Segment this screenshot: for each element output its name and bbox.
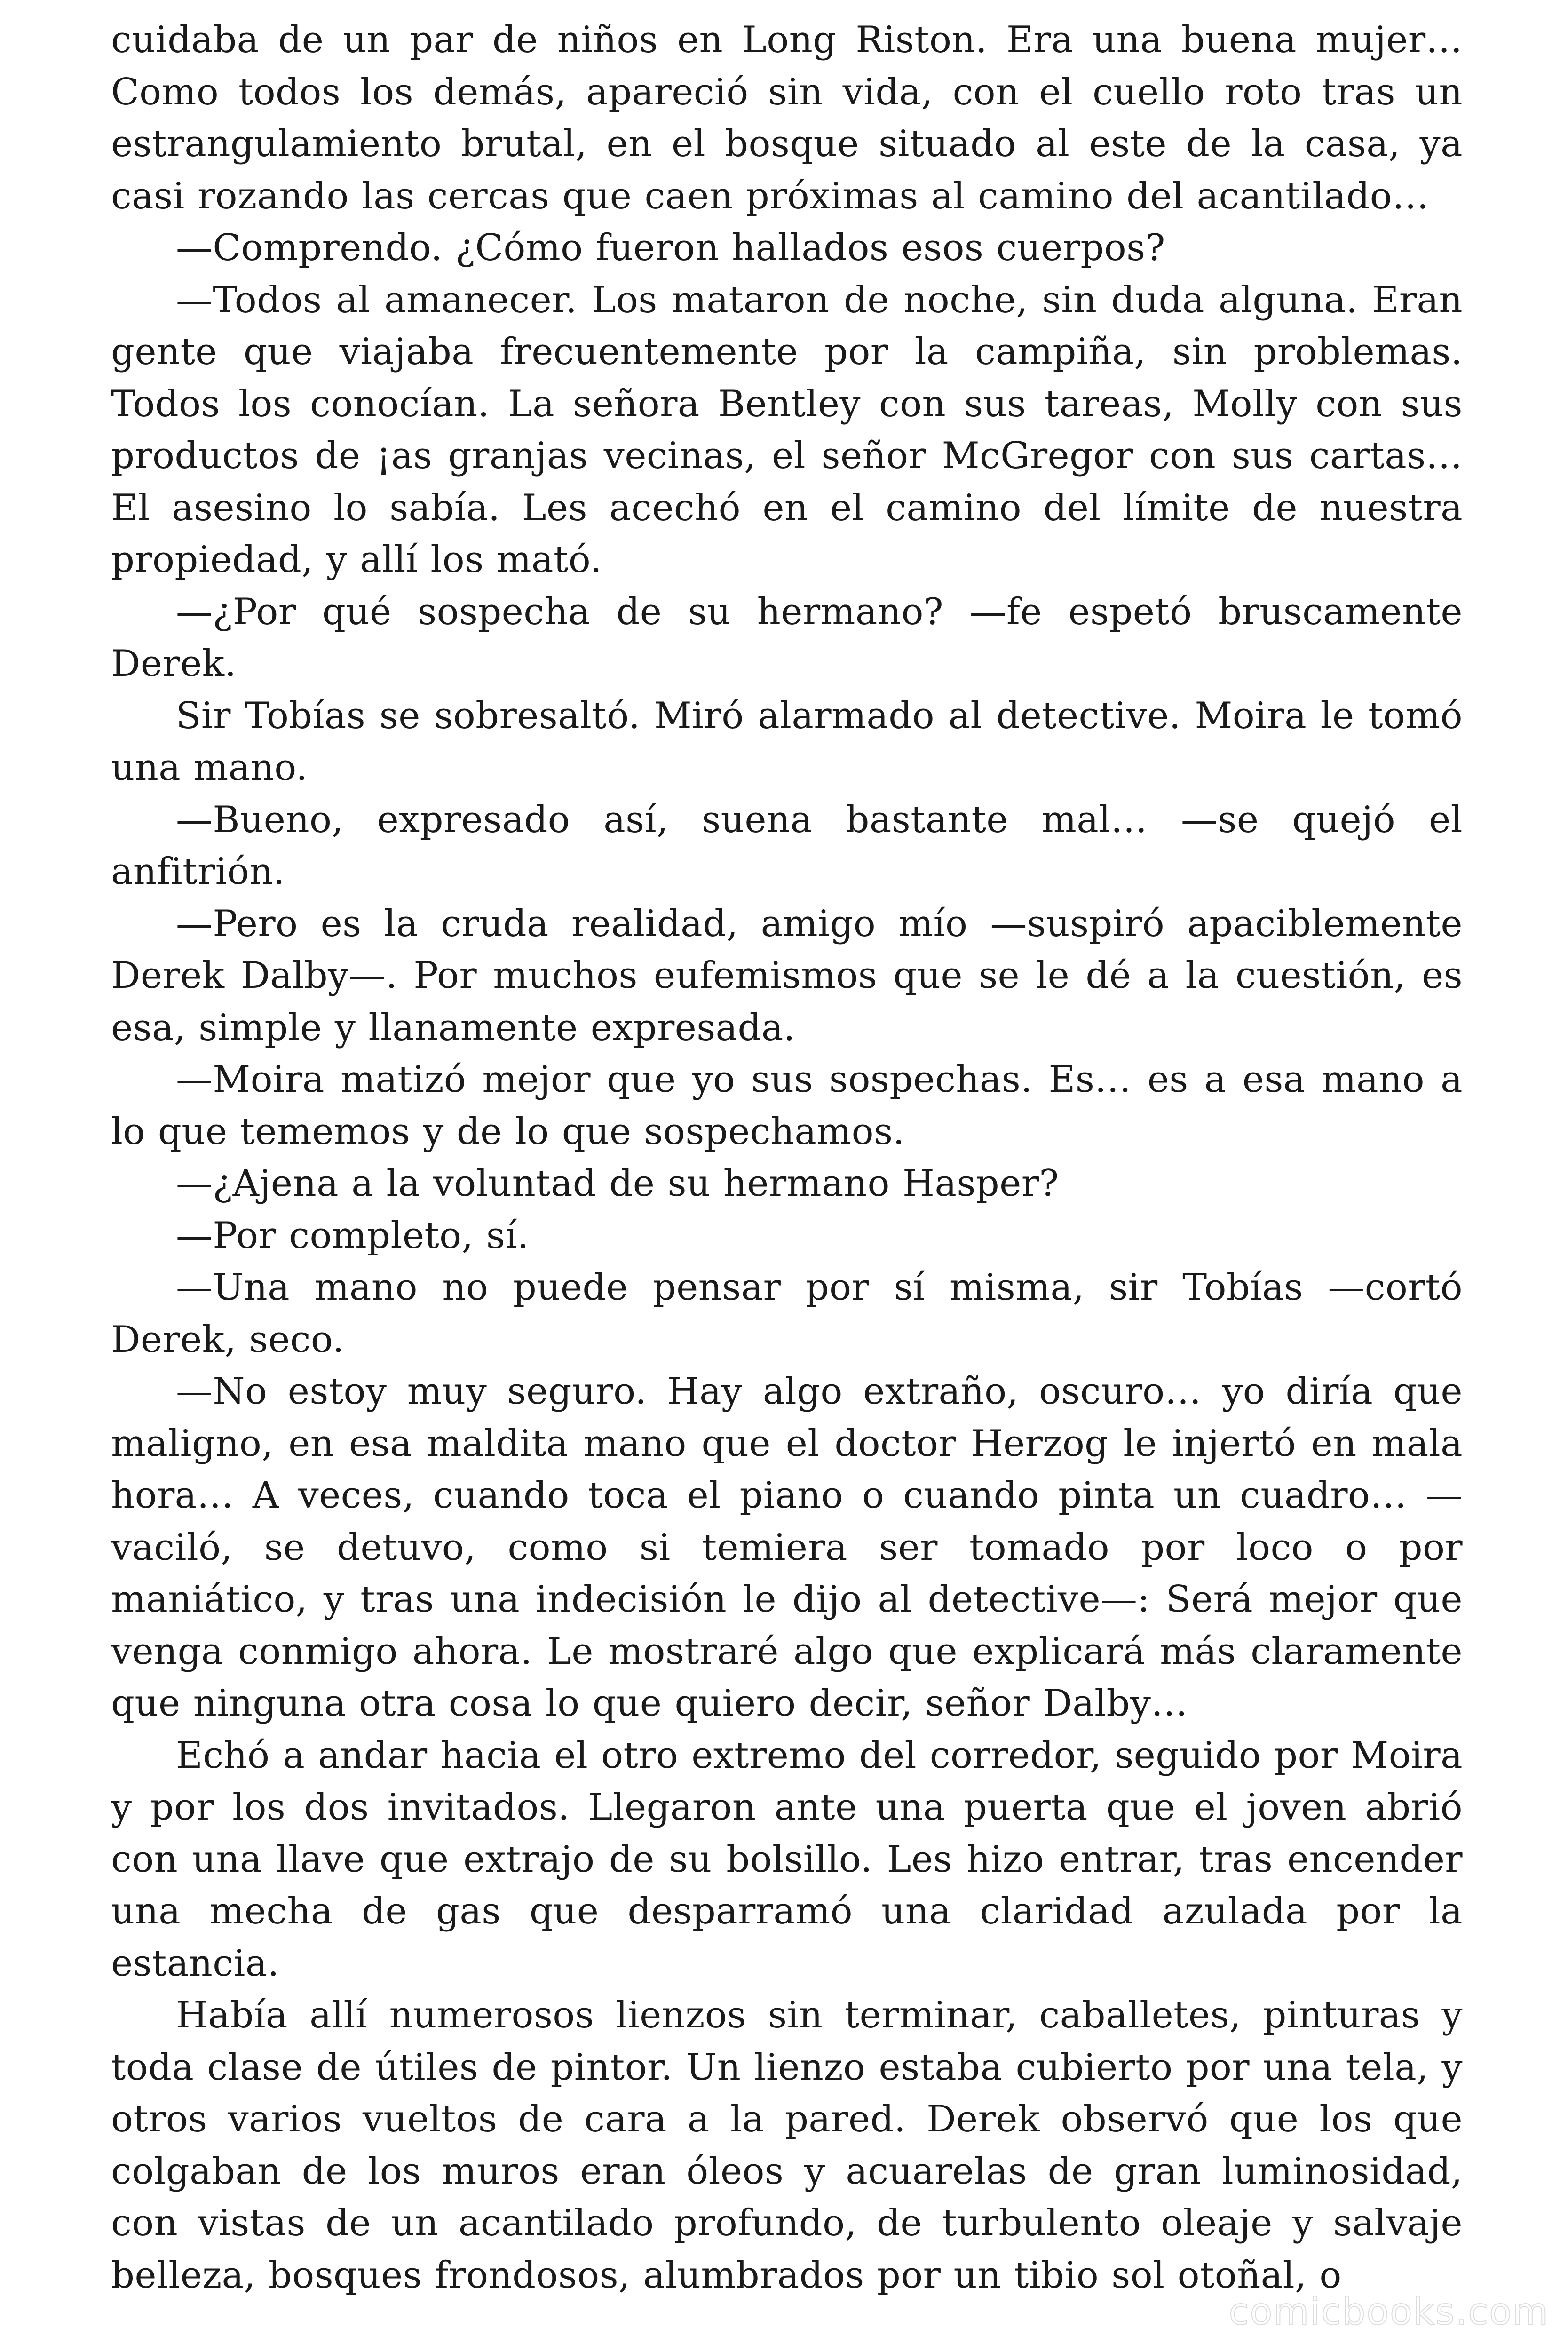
- paragraph: —¿Por qué sospecha de su hermano? —fe espetó bruscamente Derek.: [111, 590, 1463, 685]
- paragraph: Echó a andar hacia el otro extremo del corredor, seguido por Moira y por los dos invitados. Llegaron ante una puerta que el joven abrió con una llave que extrajo de su bolsillo. Les hizo entrar, tras encender una mecha de gas que desparramó una claridad azulada por la estancia.: [111, 1734, 1463, 1985]
- paragraph: Había allí numerosos lienzos sin terminar, caballetes, pinturas y toda clase de útiles de pintor. Un lienzo estaba cubierto por una tela, y otros varios vueltos de cara a la pared. Derek observó que los que colgaban de los muros eran óleos y acuarelas de gran luminosidad, con vistas de un acantilado profundo, de turbulento oleaje y salvaje belleza, bosques frondosos, alumbrados por un tibio sol otoñal, o: [111, 1994, 1463, 2296]
- paragraph-continuation: cuidaba de un par de niños en Long Riston. Era una buena mujer… Como todos los demás, apareció sin vida, con el cuello roto tras un estrangulamiento brutal, en el bosque situado al este de la casa, ya casi rozando las cercas que caen próximas al camino del acantilado…: [111, 19, 1463, 217]
- paragraph: —Todos al amanecer. Los mataron de noche, sin duda alguna. Eran gente que viajaba frecuentemente por la campiña, sin problemas. Todos los conocían. La señora Bentley con sus tareas, Molly con sus productos de ¡as granjas vecinas, el señor McGregor con sus cartas… El asesino lo sabía. Les acechó en el camino del límite de nuestra propiedad, y allí los mató.: [111, 278, 1463, 581]
- paragraph: Sir Tobías se sobresaltó. Miró alarmado al detective. Moira le tomó una mano.: [111, 694, 1463, 789]
- paragraph: —Comprendo. ¿Cómo fueron hallados esos cuerpos?: [176, 227, 1165, 269]
- page-body-text: [111, 14, 1463, 2301]
- paragraph: —Pero es la cruda realidad, amigo mío —suspiró apaciblemente Derek Dalby—. Por muchos eufemismos que se le dé a la cuestión, es esa, simple y llanamente expresada.: [111, 902, 1463, 1049]
- paragraph: —Moira matizó mejor que yo sus sospechas. Es… es a esa mano a lo que tememos y de lo que sospechamos.: [111, 1058, 1463, 1153]
- paragraph: —Bueno, expresado así, suena bastante mal… —se quejó el anfitrión.: [111, 798, 1463, 893]
- paragraph: —No estoy muy seguro. Hay algo extraño, oscuro… yo diría que maligno, en esa maldita mano que el doctor Herzog le injertó en mala hora… A veces, cuando toca el piano o cuando pinta un cuadro… —vaciló, se detuvo, como si temiera ser tomado por loco o por maniático, y tras una indecisión le dijo al detective—: Será mejor que venga conmigo ahora. Le mostraré algo que explicará más claramente que ninguna otra cosa lo que quiero decir, señor Dalby…: [111, 1370, 1463, 1724]
- paragraph: —Por completo, sí.: [176, 1214, 529, 1257]
- paragraph: —Una mano no puede pensar por sí misma, sir Tobías —cortó Derek, seco.: [111, 1266, 1463, 1361]
- watermark: comicbooks.com: [1228, 2291, 1549, 2333]
- paragraph: —¿Ajena a la voluntad de su hermano Hasper?: [176, 1162, 1059, 1205]
